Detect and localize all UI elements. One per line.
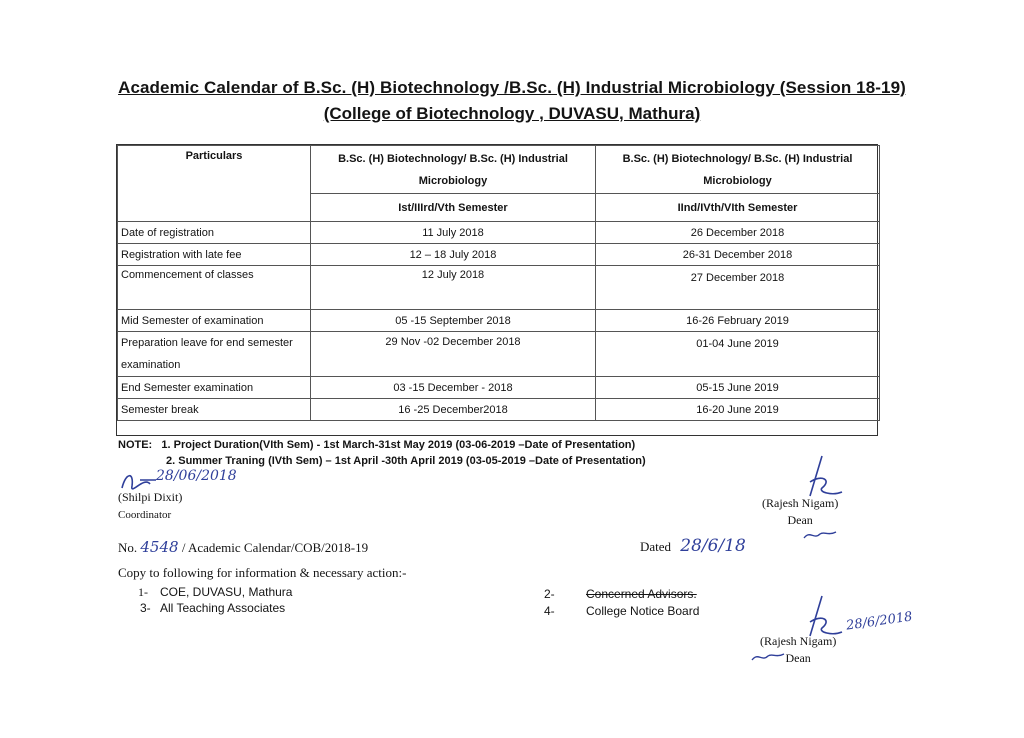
row-odd-value: 11 July 2018 bbox=[311, 222, 596, 244]
note-1-text: 1. Project Duration(VIth Sem) - 1st March-31st May 2019 (03-06-2019 –Date of Presentation) bbox=[161, 439, 636, 451]
row-even-value: 26-31 December 2018 bbox=[596, 244, 880, 266]
dean-name: (Rajesh Nigam) bbox=[762, 496, 839, 510]
dean-bottom-role: Dean bbox=[785, 651, 811, 665]
reference-number: 4548 bbox=[140, 538, 179, 556]
table-row bbox=[118, 222, 880, 244]
row-even-value: 16-26 February 2019 bbox=[596, 310, 880, 332]
row-odd-value: 12 July 2018 bbox=[311, 266, 596, 310]
dated-line bbox=[640, 536, 746, 556]
table-row bbox=[118, 266, 880, 310]
dean-bottom-handwritten-date: 28/6/2018 bbox=[845, 609, 914, 634]
calendar-table bbox=[116, 144, 878, 436]
dean-signature-icon bbox=[792, 452, 852, 502]
table-row bbox=[118, 310, 880, 332]
row-odd-value: 29 Nov -02 December 2018 bbox=[311, 332, 596, 377]
note-2: 2. Summer Traning (IVth Sem) – 1st April -30th April 2019 (03-05-2019 –Date of Presentation) bbox=[166, 455, 646, 467]
note-label: NOTE: bbox=[118, 439, 153, 451]
row-even-value: 27 December 2018 bbox=[596, 266, 880, 310]
table-row bbox=[118, 377, 880, 399]
dated-value: 28/6/18 bbox=[680, 536, 746, 556]
row-particular: Mid Semester of examination bbox=[118, 310, 311, 332]
row-odd-value: 12 – 18 July 2018 bbox=[311, 244, 596, 266]
copy-item-text: College Notice Board bbox=[586, 604, 700, 618]
copy-item-text: All Teaching Associates bbox=[160, 601, 286, 615]
row-particular: Registration with late fee bbox=[118, 244, 311, 266]
dean-bottom-name: (Rajesh Nigam) bbox=[760, 634, 837, 648]
dean-initial-icon bbox=[800, 526, 840, 546]
coordinator-handwritten-date: 28/06/2018 bbox=[156, 468, 237, 484]
header-odd-semester: Ist/IIIrd/Vth Semester bbox=[311, 194, 596, 222]
row-odd-value: 16 -25 December2018 bbox=[311, 399, 596, 421]
row-even-value: 05-15 June 2019 bbox=[596, 377, 880, 399]
reference-prefix: No. bbox=[118, 540, 138, 555]
reference-line bbox=[118, 538, 368, 556]
coordinator-name: (Shilpi Dixit) bbox=[118, 490, 183, 504]
copy-item-num: 4- bbox=[544, 604, 555, 618]
row-particular: Preparation leave for end semester examination bbox=[118, 332, 311, 377]
header-even-program: B.Sc. (H) Biotechnology/ B.Sc. (H) Industrial Microbiology bbox=[596, 146, 880, 194]
table-row bbox=[118, 332, 880, 377]
table-row bbox=[118, 244, 880, 266]
row-even-value: 16-20 June 2019 bbox=[596, 399, 880, 421]
dean-bottom-initial-icon bbox=[748, 648, 788, 668]
coordinator-block bbox=[118, 490, 182, 521]
table-row bbox=[118, 399, 880, 421]
row-particular: End Semester examination bbox=[118, 377, 311, 399]
header-odd-program: B.Sc. (H) Biotechnology/ B.Sc. (H) Industrial Microbiology bbox=[311, 146, 596, 194]
reference-suffix: / Academic Calendar/COB/2018-19 bbox=[181, 540, 369, 555]
row-even-value: 26 December 2018 bbox=[596, 222, 880, 244]
copy-item-text: COE, DUVASU, Mathura bbox=[160, 585, 293, 599]
header-particulars: Particulars bbox=[118, 146, 311, 222]
dated-label: Dated bbox=[640, 539, 672, 554]
copy-item-num: 2- bbox=[544, 587, 555, 601]
note-1 bbox=[118, 437, 635, 453]
dean-block bbox=[762, 496, 838, 528]
document-subtitle: (College of Biotechnology , DUVASU, Mathura) bbox=[323, 104, 701, 123]
dean-role: Dean bbox=[787, 513, 813, 527]
header-even-semester: IInd/IVth/VIth Semester bbox=[596, 194, 880, 222]
row-particular: Date of registration bbox=[118, 222, 311, 244]
row-even-value: 01-04 June 2019 bbox=[596, 332, 880, 377]
row-particular: Commencement of classes bbox=[118, 266, 311, 310]
copy-item-text: Concerned Advisors. bbox=[586, 587, 697, 601]
row-particular: Semester break bbox=[118, 399, 311, 421]
row-odd-value: 03 -15 December - 2018 bbox=[311, 377, 596, 399]
copy-to-intro: Copy to following for information & necessary action:- bbox=[118, 565, 407, 580]
copy-item-num: 1- bbox=[138, 585, 148, 599]
copy-item-num: 3- bbox=[140, 601, 151, 615]
coordinator-role: Coordinator bbox=[118, 509, 172, 521]
row-odd-value: 05 -15 September 2018 bbox=[311, 310, 596, 332]
document-title: Academic Calendar of B.Sc. (H) Biotechnology /B.Sc. (H) Industrial Microbiology (Session 18-19) bbox=[118, 78, 906, 97]
